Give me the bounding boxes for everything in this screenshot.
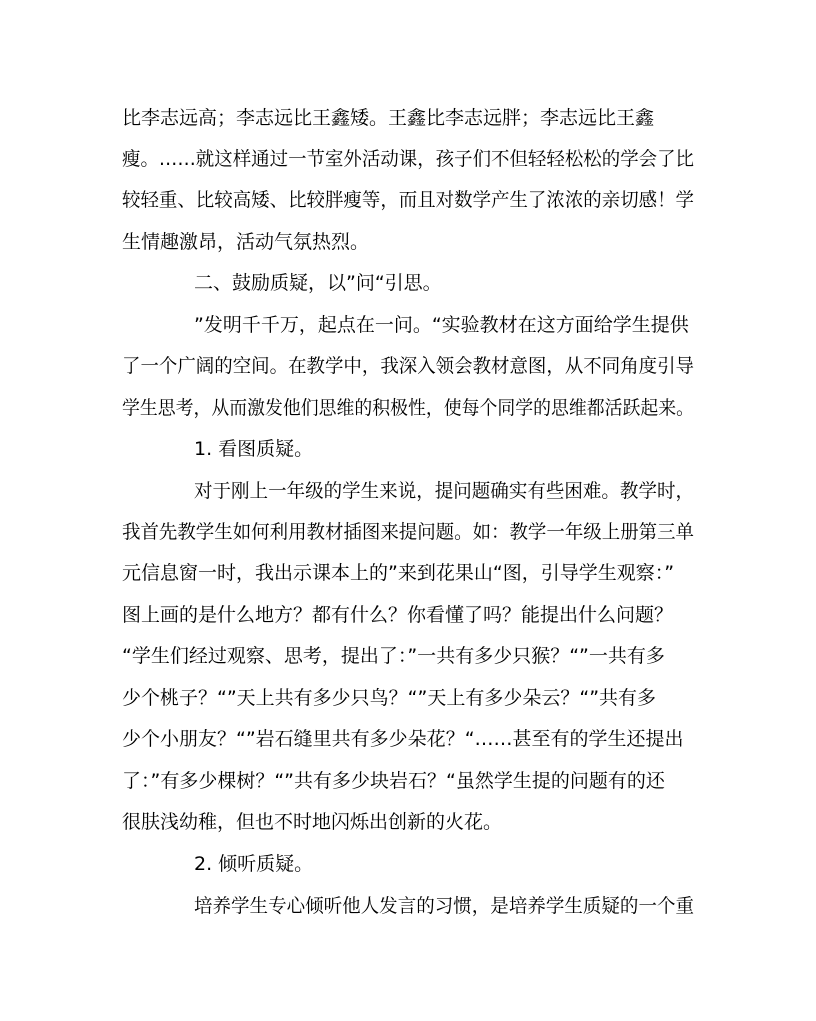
text-line: 少个小朋友？“”岩石缝里共有多少朵花？“……甚至有的学生还提出 <box>122 728 684 750</box>
text-line: 学生思考，从而激发他们思维的积极性，使每个同学的思维都活跃起来。 <box>122 397 695 419</box>
text-line: 图上画的是什么地方？都有什么？你看懂了吗？能提出什么问题？ <box>122 604 674 626</box>
text-line: 较轻重、比较高矮、比较胖瘦等，而且对数学产生了浓浓的亲切感！学 <box>122 189 695 211</box>
text-line: 元信息窗一时，我出示课本上的”来到花果山“图，引导学生观察：” <box>122 562 675 584</box>
text-line: 瘦。……就这样通过一节室外活动课，孩子们不但轻轻松松的学会了比 <box>122 148 695 170</box>
text-line: 比李志远高；李志远比王鑫矮。王鑫比李志远胖；李志远比王鑫 <box>122 107 655 129</box>
subsection-heading: 2. 倾听质疑。 <box>194 853 314 875</box>
text-line: 我首先教学生如何利用教材插图来提问题。如：教学一年级上册第三单 <box>122 521 695 543</box>
text-line: ”发明千千万，起点在一问。“实验教材在这方面给学生提供 <box>194 314 689 336</box>
subsection-heading: 1. 看图质疑。 <box>194 438 314 460</box>
text-line: 很肤浅幼稚，但也不时地闪烁出创新的火花。 <box>122 811 503 833</box>
text-line: 了一个广阔的空间。在教学中，我深入领会教材意图，从不同角度引导 <box>122 355 695 377</box>
text-line: 少个桃子？“”天上共有多少只鸟？“”天上有多少朵云？“”共有多 <box>122 687 657 709</box>
text-line: 培养学生专心倾听他人发言的习惯，是培养学生质疑的一个重 <box>194 895 695 917</box>
section-heading: 二、鼓励质疑，以”问“引思。 <box>194 272 442 294</box>
text-line: 生情趣激昂，活动气氛热烈。 <box>122 231 370 253</box>
text-line: “学生们经过观察、思考，提出了：”一共有多少只猴？“”一共有多 <box>122 645 665 667</box>
text-line: 对于刚上一年级的学生来说，提问题确实有些困难。教学时， <box>194 480 695 502</box>
text-line: 了：”有多少棵树？“”共有多少块岩石？“虽然学生提的问题有的还 <box>122 770 665 792</box>
